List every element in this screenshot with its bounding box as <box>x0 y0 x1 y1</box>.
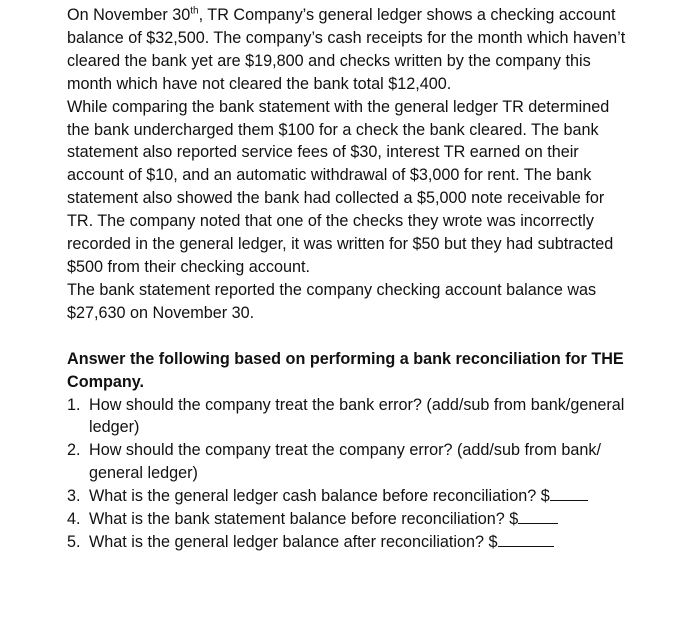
question-item-2 <box>67 439 627 485</box>
question-number: 4. <box>67 510 81 529</box>
question-item-1 <box>67 394 627 440</box>
question-number: 5. <box>67 532 81 551</box>
blank-line-spacer <box>67 325 627 348</box>
question-list <box>67 394 627 554</box>
question-number: 2. <box>67 441 81 460</box>
question-item-4 <box>67 508 627 531</box>
problem-paragraph-1 <box>67 4 627 96</box>
answer-blank-5 <box>498 531 554 547</box>
instructions-heading: Answer the following based on performing a bank reconciliation for THE Company. <box>67 349 624 391</box>
answer-blank-3 <box>550 485 588 501</box>
p1-text-rest: , TR Company’s general ledger shows a checking account balance of $32,500. The company’s cash receipts for the month which haven’t cleared the bank yet are $19,800 and checks written by the company this month which have not cleared the bank total $12,400. <box>67 6 626 93</box>
answer-blank-4 <box>518 508 558 524</box>
p1-text-start: On November 30 <box>67 6 191 24</box>
question-text: What is the general ledger cash balance before reconciliation? $ <box>89 487 550 506</box>
question-text: How should the company treat the company error? (add/sub from bank/ general ledger) <box>89 441 601 483</box>
question-text: What is the bank statement balance before reconciliation? $ <box>89 510 519 529</box>
document-page <box>67 4 627 554</box>
question-number: 1. <box>67 395 81 414</box>
question-text: How should the company treat the bank error? (add/sub from bank/general ledger) <box>89 395 625 437</box>
question-item-5 <box>67 531 627 554</box>
problem-paragraph-2: While comparing the bank statement with the general ledger TR determined the bank undercharged them $100 for a check the bank cleared. The bank statement also reported service fees of $30, interest TR earned on their account of $10, and an automatic withdrawal of $3,000 for rent. The bank statement also showed the bank had collected a $5,000 note receivable for TR. The company noted that one of the checks they wrote was incorrectly recorded in the general ledger, it was written for $50 but they had subtracted $500 from their checking account. <box>67 97 614 276</box>
question-item-3 <box>67 485 627 508</box>
p1-superscript: th <box>190 5 199 17</box>
question-text: What is the general ledger balance after reconciliation? $ <box>89 532 498 551</box>
problem-paragraph-3: The bank statement reported the company checking account balance was $27,630 on November 30. <box>67 280 597 322</box>
question-number: 3. <box>67 487 81 506</box>
